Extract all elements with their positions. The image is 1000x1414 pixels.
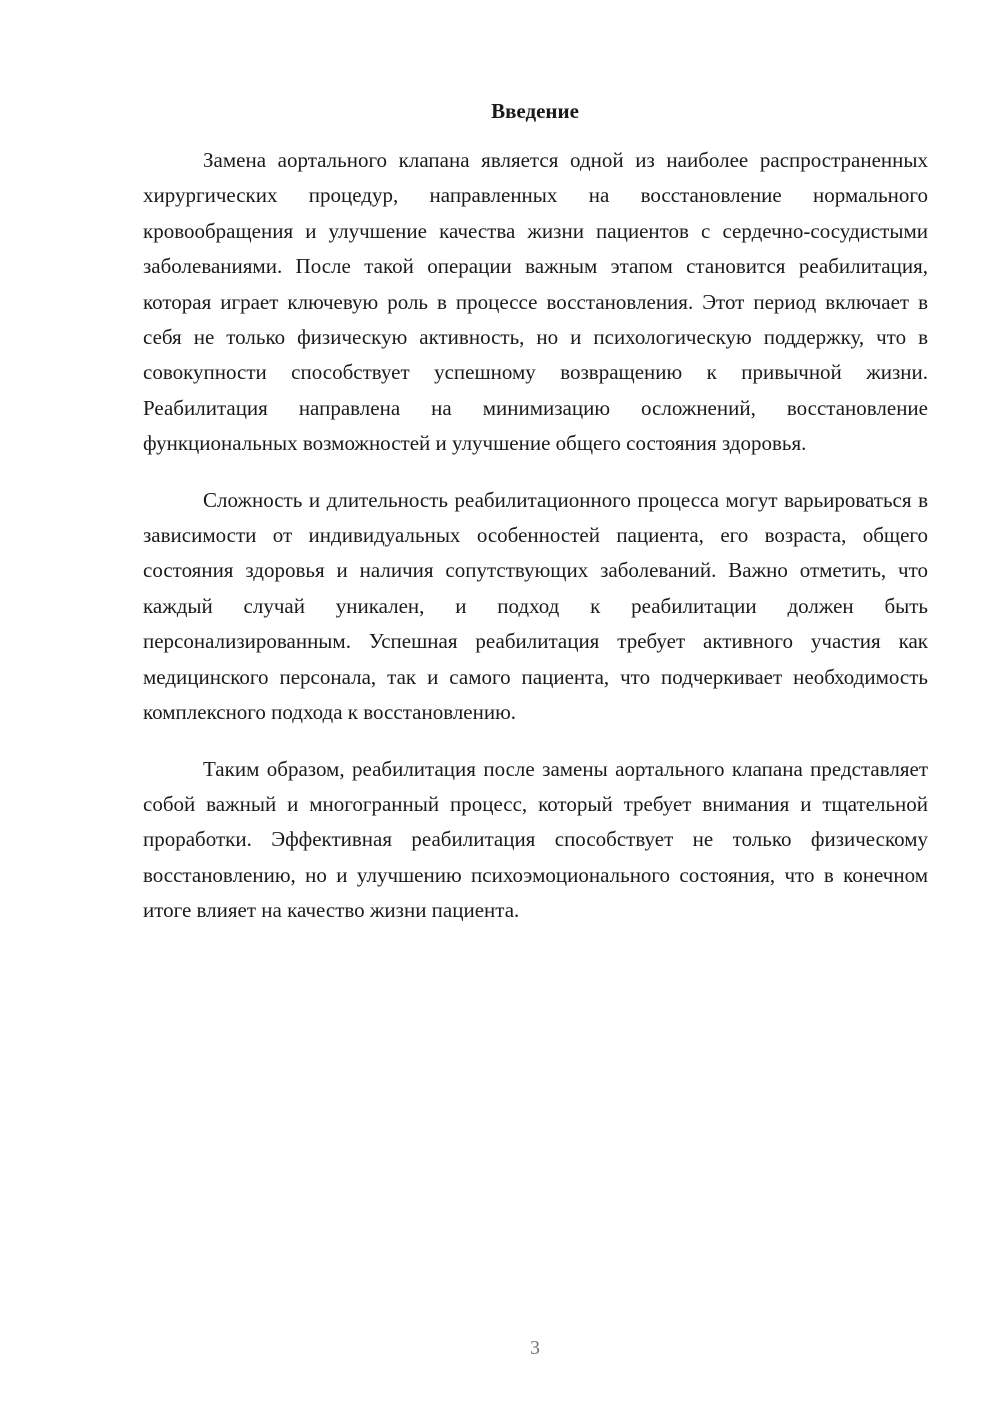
- section-title: Введение: [491, 99, 579, 123]
- page-number: 3: [530, 1337, 540, 1359]
- paragraph-3: Таким образом, реабилитация после замены аортального клапана представляет собой важный и многогранный процесс, который требует внимания и тщательной проработки. Эффективная реабилитация способствует не только физическому восстановлению, но и улучшению психоэмоционального состояния, что в конечном итоге влияет на качество жизни пациента.: [143, 756, 928, 923]
- body-text: [143, 143, 928, 950]
- paragraph-2: Сложность и длительность реабилитационного процесса могут варьироваться в зависимости от индивидуальных особенностей пациента, его возраста, общего состояния здоровья и наличия сопутствующих заболеваний. Важно отметить, что каждый случай уникален, и подход к реабилитации должен быть персонализированным. Успешная реабилитация требует активного участия как медицинского персонала, так и самого пациента, что подчеркивает необходимость комплексного подхода к восстановлению.: [143, 487, 928, 725]
- paragraph-1: Замена аортального клапана является одной из наиболее распространенных хирургических процедур, направленных на восстановление нормального кровообращения и улучшение качества жизни пациентов с сердечно-сосудистыми заболеваниями. После такой операции важным этапом становится реабилитация, которая играет ключевую роль в процессе восстановления. Этот период включает в себя не только физическую активность, но и психологическую поддержку, что в совокупности способствует успешному возвращению к привычной жизни. Реабилитация направлена на минимизацию осложнений, восстановление функциональных возможностей и улучшение общего состояния здоровья.: [143, 148, 928, 456]
